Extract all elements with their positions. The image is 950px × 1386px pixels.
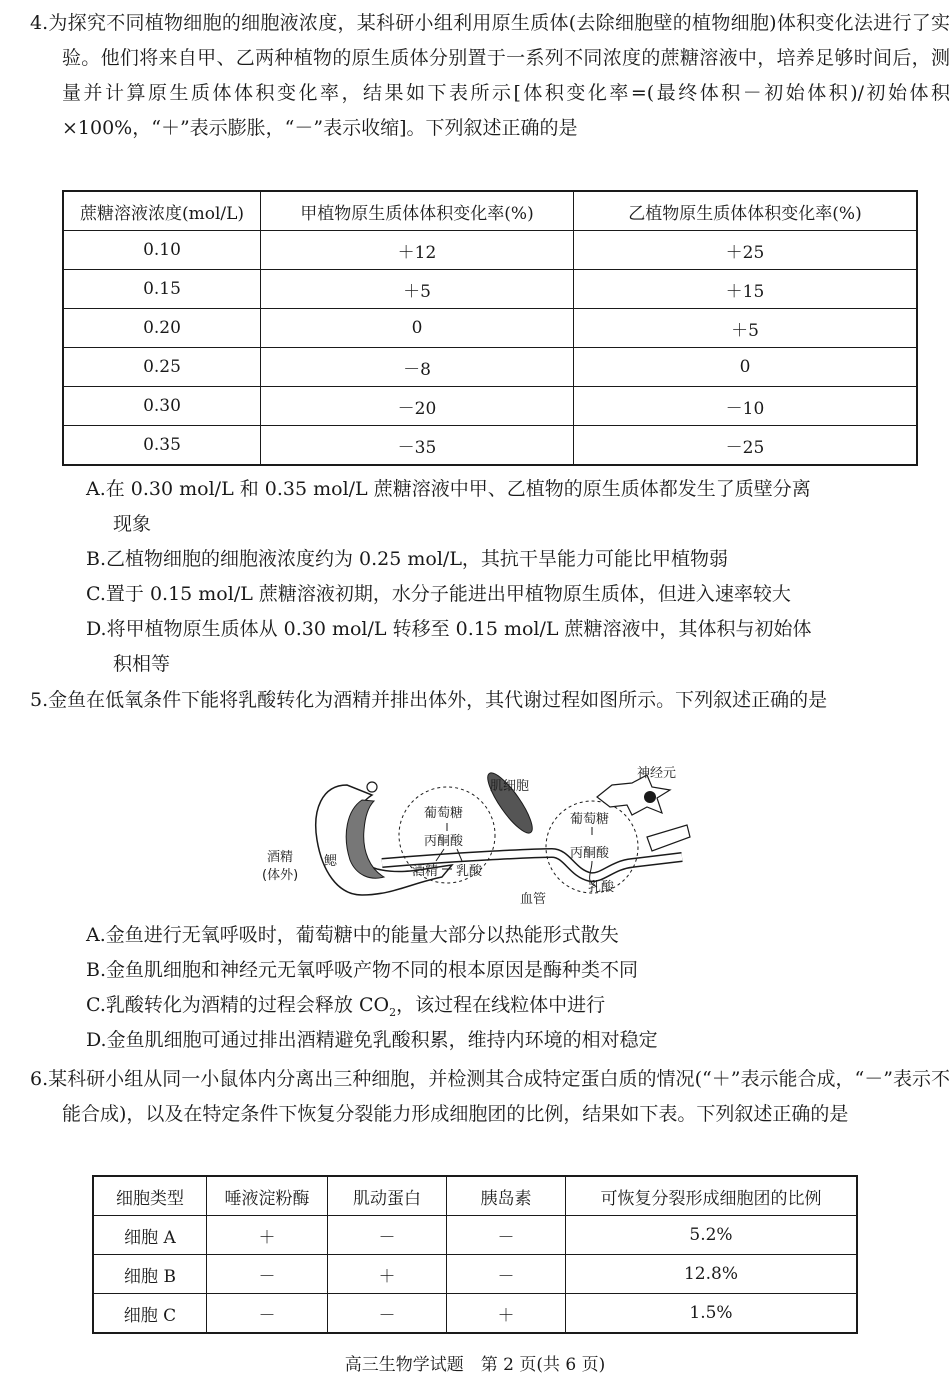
nerve-fiber-shape xyxy=(647,825,690,851)
question-4-option-c xyxy=(86,577,916,612)
question-6-stem xyxy=(30,1062,950,1132)
table-cell: －35 xyxy=(261,426,574,466)
table-header-cell: 甲植物原生质体体积变化率(%) xyxy=(261,191,574,231)
table-header-cell: 乙植物原生质体体积变化率(%) xyxy=(574,191,918,231)
question-4-stem xyxy=(30,6,950,146)
label-lactate-neuron: 乳酸 xyxy=(588,880,615,895)
label-outside-body: (体外) xyxy=(262,868,299,883)
table-cell: 0.30 xyxy=(63,387,261,426)
option-text: A.在 0.30 mol/L 和 0.35 mol/L 蔗糖溶液中甲、乙植物的原生质体都发生了质壁分离 xyxy=(86,478,811,500)
table-header-cell: 肌动蛋白 xyxy=(328,1176,447,1216)
table-cell: ＋5 xyxy=(574,309,918,348)
table-cell: 12.8% xyxy=(566,1255,858,1294)
table-header-cell: 可恢复分裂形成细胞团的比例 xyxy=(566,1176,858,1216)
goldfish-metabolism-diagram xyxy=(252,765,692,910)
table-cell: 细胞 A xyxy=(93,1216,207,1255)
table-cell: ＋25 xyxy=(574,231,918,270)
label-alcohol: 酒精 xyxy=(412,864,439,879)
label-pyruvate-neuron: 丙酮酸 xyxy=(570,846,610,861)
table-cell: ＋12 xyxy=(261,231,574,270)
option-text-continued: 现象 xyxy=(113,513,152,535)
table-row xyxy=(63,426,917,466)
table-cell: ＋15 xyxy=(574,270,918,309)
table-cell: － xyxy=(207,1255,328,1294)
table-row xyxy=(63,270,917,309)
table-cell: 0.25 xyxy=(63,348,261,387)
table-cell: 0.10 xyxy=(63,231,261,270)
table-row xyxy=(93,1294,857,1334)
table-cell: 5.2% xyxy=(566,1216,858,1255)
fish-eye-icon xyxy=(367,782,377,792)
table-row xyxy=(63,387,917,426)
table-header-cell: 细胞类型 xyxy=(93,1176,207,1216)
label-lactate-muscle: 乳酸 xyxy=(456,864,483,879)
question-4-option-b xyxy=(86,542,916,577)
label-neuron: 神经元 xyxy=(637,766,677,781)
table-cell: －10 xyxy=(574,387,918,426)
label-glucose-muscle: 葡萄糖 xyxy=(424,806,464,821)
table-cell: ＋ xyxy=(207,1216,328,1255)
table-header-cell: 胰岛素 xyxy=(447,1176,566,1216)
option-text: D.金鱼肌细胞可通过排出酒精避免乳酸积累，维持内环境的相对稳定 xyxy=(86,1029,658,1051)
table-cell: 0.15 xyxy=(63,270,261,309)
table-row xyxy=(63,348,917,387)
table-cell: －8 xyxy=(261,348,574,387)
page-footer: 高三生物学试题 第 2 页(共 6 页) xyxy=(344,1355,606,1375)
option-text: D.将甲植物原生质体从 0.30 mol/L 转移至 0.15 mol/L 蔗糖溶液中，其体积与初始体 xyxy=(86,618,812,640)
table-row xyxy=(63,231,917,270)
table-cell: ＋ xyxy=(447,1294,566,1334)
table-cell: ＋ xyxy=(328,1255,447,1294)
label-glucose-neuron: 葡萄糖 xyxy=(570,812,610,827)
table-cell: － xyxy=(447,1255,566,1294)
question-5-option-d xyxy=(86,1023,916,1058)
table-cell: 0 xyxy=(261,309,574,348)
option-text: B.乙植物细胞的细胞液浓度约为 0.25 mol/L，其抗干旱能力可能比甲植物弱 xyxy=(86,548,728,570)
option-text: B.金鱼肌细胞和神经元无氧呼吸产物不同的根本原因是酶种类不同 xyxy=(86,959,639,981)
table-row xyxy=(93,1216,857,1255)
option-text: A.金鱼进行无氧呼吸时，葡萄糖中的能量大部分以热能形式散失 xyxy=(86,924,619,946)
table-header-cell: 蔗糖溶液浓度(mol/L) xyxy=(63,191,261,231)
table-header-row xyxy=(93,1176,857,1216)
table-cell: － xyxy=(207,1294,328,1334)
label-gill: 鳃 xyxy=(324,854,338,869)
question-4-table xyxy=(62,190,918,466)
table-cell: －20 xyxy=(261,387,574,426)
table-cell: － xyxy=(328,1216,447,1255)
table-cell: － xyxy=(447,1216,566,1255)
table-cell: 细胞 C xyxy=(93,1294,207,1334)
co2-subscript: 2 xyxy=(389,1005,397,1019)
label-blood-vessel: 血管 xyxy=(520,892,547,907)
neuron-nucleus-icon xyxy=(644,791,656,803)
label-muscle-cell: 肌细胞 xyxy=(490,779,530,794)
question-5-option-a xyxy=(86,918,916,953)
table-cell: 0 xyxy=(574,348,918,387)
question-4-option-d xyxy=(86,612,916,682)
table-cell: ＋5 xyxy=(261,270,574,309)
option-text: C.置于 0.15 mol/L 蔗糖溶液初期，水分子能进出甲植物原生质体，但进入速率较大 xyxy=(86,583,791,605)
question-6-text: 6.某科研小组从同一小鼠体内分离出三种细胞，并检测其合成特定蛋白质的情况(“＋”表示能合成，“－”表示不能合成)，以及在特定条件下恢复分裂能力形成细胞团的比例，结果如下表。下列叙述正确的是 xyxy=(30,1068,950,1125)
question-6-table xyxy=(92,1175,858,1334)
question-4-text: 4.为探究不同植物细胞的细胞液浓度，某科研小组利用原生质体(去除细胞壁的植物细胞)体积变化法进行了实验。他们将来自甲、乙两种植物的原生质体分别置于一系列不同浓度的蔗糖溶液中，培养足够时间后，测量并计算原生质体体积变化率，结果如下表所示[体积变化率=(最终体积－初始体积)/初始体积×100%，“＋”表示膨胀，“－”表示收缩]。下列叙述正确的是 xyxy=(30,12,950,139)
table-cell: － xyxy=(328,1294,447,1334)
option-text-continued: 积相等 xyxy=(113,653,171,675)
question-4-option-a xyxy=(86,472,916,542)
option-text-part: C.乳酸转化为酒精的过程会释放 CO xyxy=(86,994,390,1016)
question-5-text: 5.金鱼在低氧条件下能将乳酸转化为酒精并排出体外，其代谢过程如图所示。下列叙述正确的是 xyxy=(30,689,828,711)
table-cell: 1.5% xyxy=(566,1294,858,1334)
table-cell: 细胞 B xyxy=(93,1255,207,1294)
table-cell: 0.35 xyxy=(63,426,261,466)
label-pyruvate-muscle: 丙酮酸 xyxy=(424,834,464,849)
table-header-cell: 唾液淀粉酶 xyxy=(207,1176,328,1216)
question-5-stem xyxy=(30,683,950,718)
table-cell: －25 xyxy=(574,426,918,466)
question-5-option-b xyxy=(86,953,916,988)
label-alcohol-outside: 酒精 xyxy=(267,850,294,865)
table-row xyxy=(63,309,917,348)
table-header-row xyxy=(63,191,917,231)
table-cell: 0.20 xyxy=(63,309,261,348)
option-text-part: ，该过程在线粒体中进行 xyxy=(396,994,606,1016)
table-row xyxy=(93,1255,857,1294)
neuron-icon xyxy=(597,775,670,815)
